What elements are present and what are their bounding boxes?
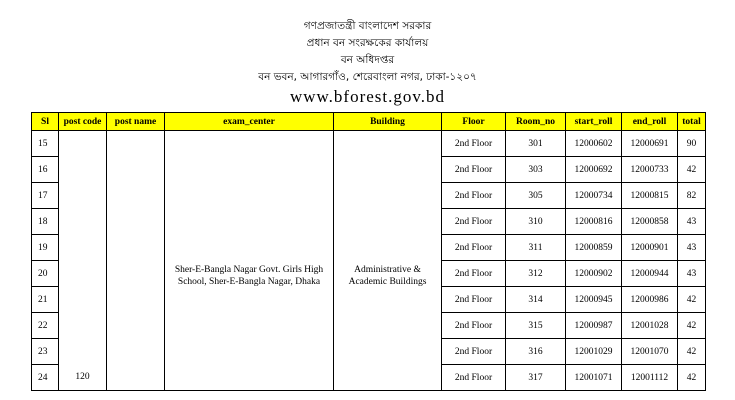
column-header-start-roll: start_roll: [566, 113, 622, 131]
cell-start-roll: 12001071: [566, 365, 622, 391]
post-code-value: 120: [75, 372, 90, 382]
cell-total: 42: [678, 287, 706, 313]
column-header-post-name: post name: [107, 113, 165, 131]
table-body: [32, 131, 706, 391]
cell-sl: 20: [32, 261, 59, 287]
cell-sl: 18: [32, 209, 59, 235]
cell-post-name: [107, 131, 165, 391]
cell-room-no: 311: [506, 235, 566, 261]
cell-start-roll: 12000734: [566, 183, 622, 209]
cell-start-roll: 12000859: [566, 235, 622, 261]
cell-room-no: 315: [506, 313, 566, 339]
cell-room-no: 312: [506, 261, 566, 287]
cell-end-roll: 12000858: [622, 209, 678, 235]
seat-plan-table-wrapper: [31, 112, 706, 391]
column-header-room-no: Room_no: [506, 113, 566, 131]
column-header-floor: Floor: [442, 113, 506, 131]
cell-total: 42: [678, 157, 706, 183]
cell-floor: 2nd Floor: [442, 287, 506, 313]
header-office-line: প্রধান বন সংরক্ষকের কার্যালয়: [306, 37, 429, 49]
header-government-line: গণপ্রজাতন্ত্রী বাংলাদেশ সরকার: [303, 20, 432, 32]
cell-floor: 2nd Floor: [442, 131, 506, 157]
cell-end-roll: 12000986: [622, 287, 678, 313]
header-address-line: বন ভবন, আগারগাঁও, শেরেবাংলা নগর, ঢাকা-১২০৭: [258, 71, 477, 83]
cell-end-roll: 12000944: [622, 261, 678, 287]
cell-floor: 2nd Floor: [442, 313, 506, 339]
cell-end-roll: 12001028: [622, 313, 678, 339]
column-header-post-code: post code: [59, 113, 107, 131]
cell-room-no: 316: [506, 339, 566, 365]
header-website: www.bforest.gov.bd: [289, 87, 446, 106]
column-header-end-roll: end_roll: [622, 113, 678, 131]
cell-total: 42: [678, 313, 706, 339]
cell-end-roll: 12000901: [622, 235, 678, 261]
cell-start-roll: 12000816: [566, 209, 622, 235]
cell-sl: 22: [32, 313, 59, 339]
cell-total: 43: [678, 261, 706, 287]
cell-post-code: [59, 131, 107, 391]
cell-total: 42: [678, 365, 706, 391]
column-header-total: total: [678, 113, 706, 131]
cell-room-no: 310: [506, 209, 566, 235]
cell-total: 42: [678, 339, 706, 365]
cell-start-roll: 12000945: [566, 287, 622, 313]
cell-end-roll: 12000815: [622, 183, 678, 209]
cell-sl: 15: [32, 131, 59, 157]
cell-end-roll: 12001112: [622, 365, 678, 391]
cell-start-roll: 12000987: [566, 313, 622, 339]
cell-floor: 2nd Floor: [442, 235, 506, 261]
cell-total: 90: [678, 131, 706, 157]
cell-end-roll: 12000691: [622, 131, 678, 157]
column-header-building: Building: [334, 113, 442, 131]
column-header-exam-center: exam_center: [165, 113, 334, 131]
cell-floor: 2nd Floor: [442, 209, 506, 235]
cell-start-roll: 12000902: [566, 261, 622, 287]
cell-sl: 17: [32, 183, 59, 209]
cell-total: 82: [678, 183, 706, 209]
cell-room-no: 317: [506, 365, 566, 391]
seat-plan-table: [31, 112, 706, 391]
cell-room-no: 305: [506, 183, 566, 209]
cell-floor: 2nd Floor: [442, 365, 506, 391]
cell-floor: 2nd Floor: [442, 261, 506, 287]
table-row: [32, 131, 706, 157]
column-header-sl: Sl: [32, 113, 59, 131]
cell-floor: 2nd Floor: [442, 339, 506, 365]
header-department-line: বন অধিদপ্তর: [340, 54, 395, 66]
cell-sl: 24: [32, 365, 59, 391]
document-header: [0, 0, 735, 108]
cell-building: Administrative & Academic Buildings: [334, 131, 442, 391]
table-header-row: [32, 113, 706, 131]
cell-sl: 21: [32, 287, 59, 313]
cell-room-no: 301: [506, 131, 566, 157]
cell-sl: 19: [32, 235, 59, 261]
cell-start-roll: 12000602: [566, 131, 622, 157]
cell-start-roll: 12001029: [566, 339, 622, 365]
cell-end-roll: 12001070: [622, 339, 678, 365]
cell-exam-center: Sher-E-Bangla Nagar Govt. Girls High School, Sher-E-Bangla Nagar, Dhaka: [165, 131, 334, 391]
cell-sl: 23: [32, 339, 59, 365]
cell-floor: 2nd Floor: [442, 183, 506, 209]
cell-room-no: 314: [506, 287, 566, 313]
cell-start-roll: 12000692: [566, 157, 622, 183]
cell-total: 43: [678, 209, 706, 235]
cell-end-roll: 12000733: [622, 157, 678, 183]
cell-room-no: 303: [506, 157, 566, 183]
cell-sl: 16: [32, 157, 59, 183]
cell-floor: 2nd Floor: [442, 157, 506, 183]
cell-total: 43: [678, 235, 706, 261]
